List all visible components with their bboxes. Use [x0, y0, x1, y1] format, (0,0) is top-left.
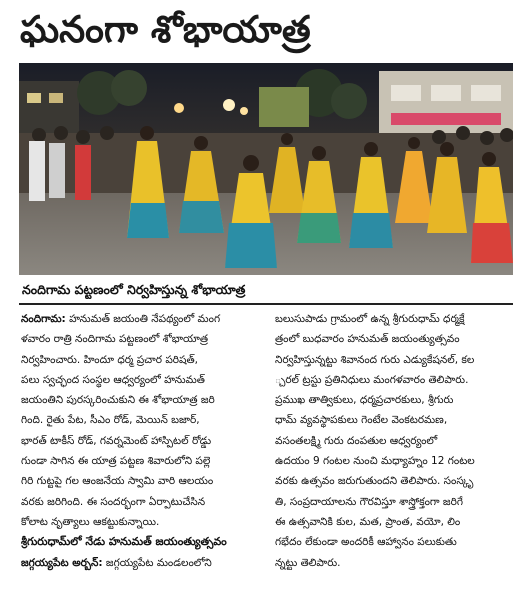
article-line: బలుసుపాడు గ్రామంలో ఉన్న శ్రీగురుధామ్ ధర్మక్షే [275, 313, 465, 325]
article-line: వసంతలక్ష్మి గురు దంపతుల ఆధ్వర్యంలో [275, 434, 438, 447]
article-line: గిరి గుట్టపై గల ఆంజనేయ స్వామి వారి ఆలయం [21, 475, 214, 488]
article-line: నిర్వహించారు. హిందూ ధర్మ ప్రచార పరిషత్, [21, 353, 199, 366]
article-line: ళవారం రాత్రి నందిగామ పట్టణంలో శోభాయాత్ర [21, 333, 208, 346]
article-line [21, 553, 259, 573]
article-line: నిర్వహిస్తున్నట్టు శివానంద గురు ఎడ్యుకేషనల్, కల [275, 353, 475, 366]
procession-illustration [19, 63, 513, 275]
headline: ఘనంగా శోభాయాత్ర [20, 8, 311, 51]
article-line: ఉదయం 9 గంటల నుంచి మధ్యాహ్నం 12 గంటల [275, 455, 475, 468]
line-text: హనుమత్ జయంతి నేపథ్యంలో మంగ [65, 313, 221, 325]
dateline: జగ్గయ్యపేట అర్బన్: [21, 556, 103, 569]
article-line: వరకు జరిగింది. ఈ సందర్భంగా ఏర్పాటుచేసిన [21, 495, 206, 508]
article-line: న్నట్టు తెలిపారు. [275, 556, 341, 569]
article-line: జయంతిని పురస్కరించుకుని ఈ శోభాయాత్ర జరి [21, 394, 215, 407]
photo-caption: నందిగామ పట్టణంలో నిర్వహిస్తున్న శోభాయాత్ర [22, 282, 246, 297]
article-line: గింది. రైతు పేట, సీఎం రోడ్, మెయిన్ బజార్, [21, 414, 200, 427]
article-line: పలు స్వచ్ఛంద సంస్థల ఆధ్వర్యంలో హనుమత్ [21, 373, 205, 386]
article-line: వరకు ఉత్సవం జరుగుతుందని తెలిపారు. సంస్కృ [275, 475, 474, 488]
article-line: ్చరల్ ట్రస్టు ప్రతినిధులు మంగళవారం తెలిపారు. [275, 373, 469, 386]
right-column [275, 309, 515, 573]
procession-photo [19, 63, 513, 275]
left-column [21, 309, 259, 573]
caption-divider [19, 303, 513, 305]
sub-headline: శ్రీగురుధామ్‌లో నేడు హనుమత్ జయంత్యుత్సవం [21, 535, 227, 549]
dateline: నందిగామ: [21, 313, 66, 325]
article-line: త్రంలో బుధవారం హనుమత్ జయంత్యుత్సవం [275, 333, 460, 346]
article-line: ధామ్ వ్యవస్థాపకులు గెంటేల వెంకటరమణ, [275, 414, 448, 427]
article-line: ఈ ఉత్సవానికి కుల, మత, ప్రాంత, వయో, లిం [275, 515, 461, 528]
article-line: గుండా సాగిన ఈ యాత్ర పట్టణ శివారులోని పల్లె [21, 455, 211, 468]
article-line: గభేదం లేకుండా అందరికీ ఆహ్వానం పలుకుతు [275, 536, 457, 549]
article-line: భారత్ టాకీస్ రోడ్, గవర్నమెంట్ హాస్పిటల్ రోడ్డు [21, 434, 212, 447]
article-line: కోలాట నృత్యాలు ఆకట్టుకున్నాయి. [21, 515, 160, 528]
article-line: ప్రముఖ తాత్వికులు, ధర్మప్రచారకులు, శ్రీగురు [275, 394, 454, 407]
article-line [21, 309, 259, 329]
article-line: తి, సంప్రదాయాలను గౌరవిస్తూ శాస్త్రోక్తంగా జరిగే [275, 495, 463, 508]
line-text: జగ్గయ్యపేట మండలంలోని [102, 556, 212, 569]
